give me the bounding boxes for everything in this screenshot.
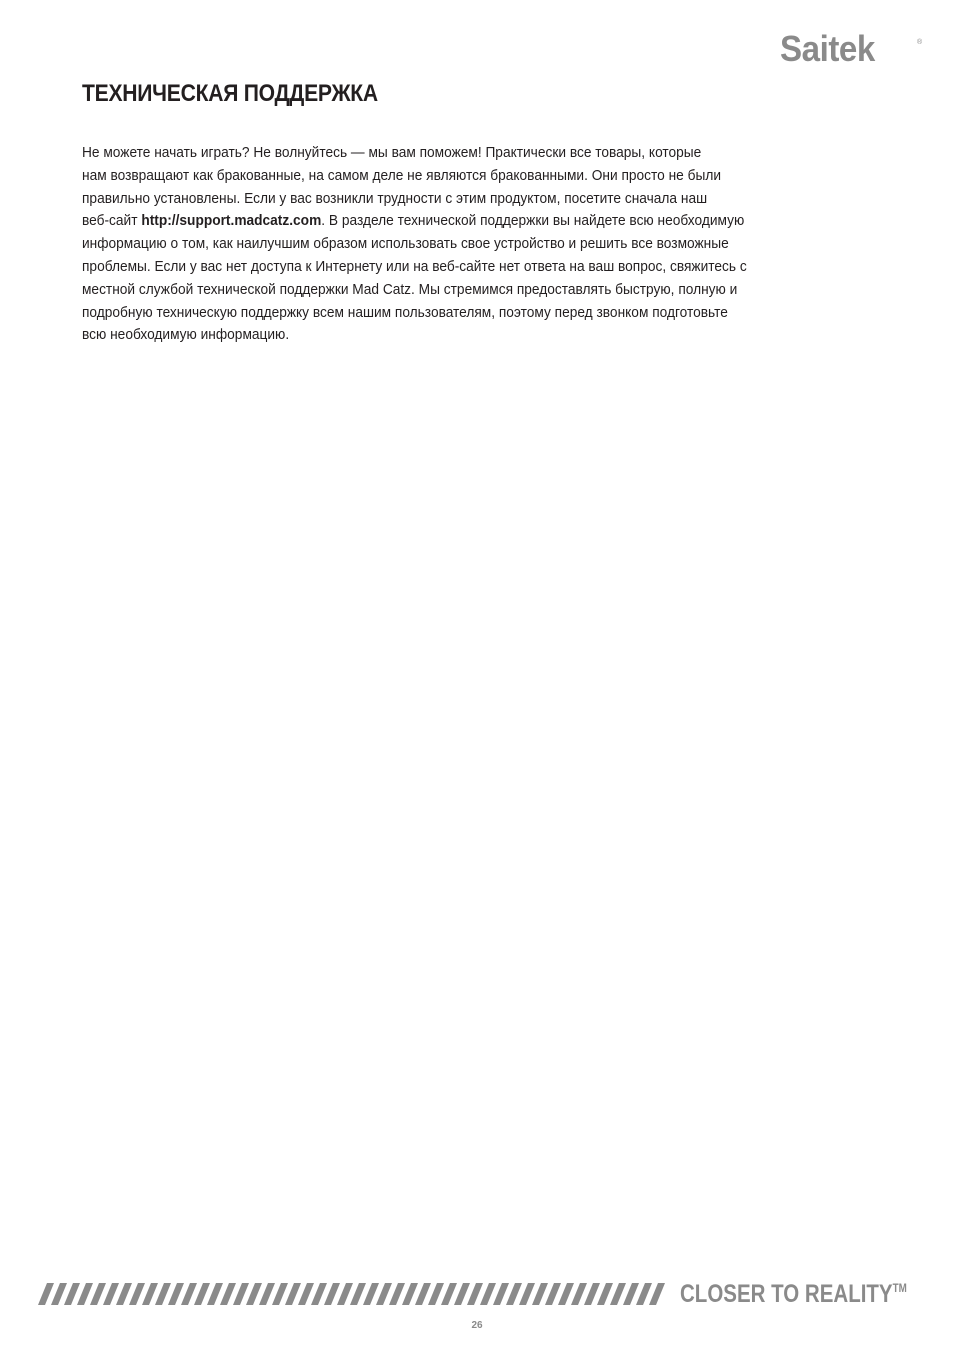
- logo-wordmark: Saitek: [780, 28, 875, 69]
- stripe-segment: [194, 1283, 210, 1305]
- stripe-segment: [337, 1283, 353, 1305]
- stripe-segment: [311, 1283, 327, 1305]
- paragraph-line: Не можете начать играть? Не волнуйтесь — мы вам поможем! Практически все товары, которые: [82, 144, 702, 161]
- stripe-segment: [480, 1283, 496, 1305]
- stripe-segment: [428, 1283, 444, 1305]
- stripe-segment: [90, 1283, 106, 1305]
- stripe-segment: [272, 1283, 288, 1305]
- stripe-segment: [454, 1283, 470, 1305]
- paragraph-line: местной службой технической поддержки Mad Catz. Мы стремимся предоставлять быструю, полную и: [82, 280, 738, 298]
- stripe-segment: [298, 1283, 314, 1305]
- stripe-segment: [506, 1283, 522, 1305]
- link-suffix-text: . В разделе технической поддержки вы найдете всю необходимую: [321, 212, 745, 230]
- stripe-segment: [246, 1283, 262, 1305]
- paragraph-line: информацию о том, как наилучшим образом использовать свое устройство и решить все возможные: [82, 235, 729, 253]
- trademark-mark: TM: [892, 1281, 907, 1295]
- support-paragraph: [82, 142, 882, 347]
- footer-stripe-band: [38, 1283, 674, 1305]
- registered-mark: ®: [917, 39, 923, 46]
- stripe-segment: [415, 1283, 431, 1305]
- stripe-segment: [571, 1283, 587, 1305]
- stripe-segment: [532, 1283, 548, 1305]
- stripe-segment: [636, 1283, 652, 1305]
- paragraph-line: проблемы. Если у вас нет доступа к Интернету или на веб-сайте нет ответа на ваш вопрос, свяжитесь с: [82, 257, 747, 275]
- stripe-segment: [259, 1283, 275, 1305]
- stripe-segment: [597, 1283, 613, 1305]
- stripe-segment: [38, 1283, 54, 1305]
- paragraph-line-with-link: [82, 210, 814, 233]
- stripe-segment: [558, 1283, 574, 1305]
- stripe-segment: [220, 1283, 236, 1305]
- footer-tagline: [680, 1280, 907, 1308]
- stripe-segment: [285, 1283, 301, 1305]
- stripe-segment: [389, 1283, 405, 1305]
- paragraph-line: подробную техническую поддержку всем нашим пользователям, поэтому перед звонком подготовьте: [82, 303, 728, 321]
- stripe-segment: [441, 1283, 457, 1305]
- stripe-segment: [363, 1283, 379, 1305]
- stripe-segment: [519, 1283, 535, 1305]
- stripe-segment: [350, 1283, 366, 1305]
- stripe-segment: [233, 1283, 249, 1305]
- saitek-logo: [780, 30, 926, 68]
- paragraph-line: нам возвращают как бракованные, на самом деле не являются бракованными. Они просто не были: [82, 166, 722, 184]
- stripe-segment: [64, 1283, 80, 1305]
- stripe-segment: [77, 1283, 93, 1305]
- stripe-segment: [142, 1283, 158, 1305]
- support-url-link[interactable]: http://support.madcatz.com: [141, 212, 322, 230]
- stripe-segment: [168, 1283, 184, 1305]
- stripe-segment: [207, 1283, 223, 1305]
- stripe-segment: [493, 1283, 509, 1305]
- tagline-text: CLOSER TO REALITY: [680, 1280, 893, 1308]
- stripe-segment: [129, 1283, 145, 1305]
- stripe-segment: [376, 1283, 392, 1305]
- page-number: 26: [471, 1320, 483, 1331]
- stripe-segment: [181, 1283, 197, 1305]
- stripe-segment: [324, 1283, 340, 1305]
- stripe-segment: [467, 1283, 483, 1305]
- page-title: ТЕХНИЧЕСКАЯ ПОДДЕРЖКА: [82, 80, 378, 107]
- link-prefix-text: веб-сайт: [82, 212, 142, 230]
- stripe-segment: [116, 1283, 132, 1305]
- stripe-segment: [402, 1283, 418, 1305]
- stripe-segment: [155, 1283, 171, 1305]
- stripe-segment: [649, 1283, 665, 1305]
- stripe-segment: [623, 1283, 639, 1305]
- stripe-segment: [103, 1283, 119, 1305]
- paragraph-line: правильно установлены. Если у вас возникли трудности с этим продуктом, посетите сначала наш: [82, 189, 708, 207]
- stripe-segment: [610, 1283, 626, 1305]
- stripe-segment: [545, 1283, 561, 1305]
- stripe-segment: [51, 1283, 67, 1305]
- paragraph-line: всю необходимую информацию.: [82, 326, 290, 344]
- stripe-segment: [584, 1283, 600, 1305]
